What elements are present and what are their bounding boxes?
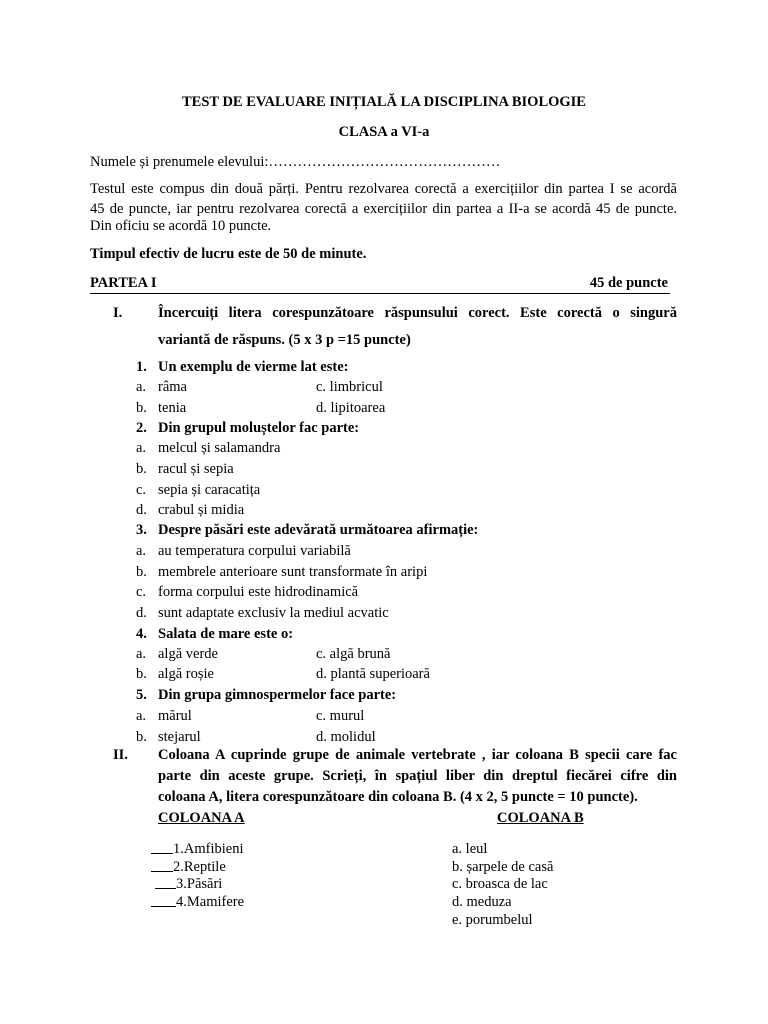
column-b-header: COLOANA B <box>497 810 584 826</box>
answer-blank[interactable] <box>151 853 173 854</box>
question-1-text: Un exemplu de vierme lat este: <box>158 359 349 375</box>
q3-option-d: sunt adaptate exclusiv la mediul acvatic <box>158 605 389 621</box>
column-b-item: a. leul <box>452 841 488 857</box>
section-2-number: II. <box>113 747 128 763</box>
q5-option-letter: b. <box>136 729 147 745</box>
q3-option-letter: d. <box>136 605 147 621</box>
q4-option-letter: b. <box>136 666 147 682</box>
question-1-number: 1. <box>136 359 147 375</box>
column-b-item: b. șarpele de casă <box>452 859 554 875</box>
column-a-label: 3.Păsări <box>176 876 223 892</box>
q1-option-a: râma <box>158 379 187 395</box>
answer-blank[interactable] <box>151 871 173 872</box>
q3-option-c: forma corpului este hidrodinamică <box>158 584 359 600</box>
section-2-instruction-line-3: coloana A, litera corespunzătoare din coloana B. (4 x 2, 5 puncte = 10 puncte). <box>158 789 638 805</box>
q3-option-letter: b. <box>136 564 147 580</box>
section-1-number: I. <box>113 305 123 321</box>
column-b-item: e. porumbelul <box>452 912 533 928</box>
part1-points: 45 de puncte <box>589 275 668 291</box>
class-subtitle: CLASA a VI-a <box>338 124 430 140</box>
page-title: TEST DE EVALUARE INIȚIALĂ LA DISCIPLINA BIOLOGIE <box>182 94 586 110</box>
column-b-item: d. meduza <box>452 894 512 910</box>
section-1-instruction-line-1: Încercuiți litera corespunzătoare răspunsului corect. Este corectă o singură <box>158 305 677 321</box>
question-2-number: 2. <box>136 420 147 436</box>
q2-option-d: crabul și midia <box>158 502 245 518</box>
q5-option-letter: a. <box>136 708 147 724</box>
intro-line-2: 45 de puncte, iar pentru rezolvarea corectă a exercițiilor din partea a II-a se acordă 45 de puncte. <box>90 201 677 217</box>
q1-option-d: d. lipitoarea <box>316 400 386 416</box>
q2-option-b: racul și sepia <box>158 461 234 477</box>
q4-option-c: c. algă brună <box>316 646 391 662</box>
q1-option-b: tenia <box>158 400 187 416</box>
column-a-label: 2.Reptile <box>173 859 226 875</box>
q5-option-d: d. molidul <box>316 729 376 745</box>
column-a-item <box>155 876 222 893</box>
q3-option-a: au temperatura corpului variabilă <box>158 543 351 559</box>
section-2-instruction-line-2: parte din aceste grupe. Scrieți, în spațiul liber din dreptul fiecărei cifre din <box>158 768 677 784</box>
q2-option-a: melcul și salamandra <box>158 440 281 456</box>
column-a-label: 1.Amfibieni <box>173 841 244 857</box>
q2-option-letter: b. <box>136 461 147 477</box>
column-b-item: c. broasca de lac <box>452 876 548 892</box>
part1-header <box>90 275 670 294</box>
column-a-item <box>151 859 226 876</box>
q3-option-b: membrele anterioare sunt transformate în aripi <box>158 564 428 580</box>
q2-option-letter: d. <box>136 502 147 518</box>
q2-option-c: sepia și caracatița <box>158 482 261 498</box>
question-3-text: Despre păsări este adevărată următoarea afirmație: <box>158 522 479 538</box>
column-a-item <box>151 894 244 911</box>
q5-option-a: mărul <box>158 708 192 724</box>
q1-option-letter: b. <box>136 400 147 416</box>
column-a-label: 4.Mamifere <box>176 894 245 910</box>
q4-option-letter: a. <box>136 646 147 662</box>
time-note: Timpul efectiv de lucru este de 50 de minute. <box>90 246 367 262</box>
question-5-number: 5. <box>136 687 147 703</box>
question-4-number: 4. <box>136 626 147 642</box>
q4-option-b: algă roșie <box>158 666 214 682</box>
student-name-line: Numele și prenumele elevului:………………………………………… <box>90 154 501 170</box>
section-2-instruction-line-1: Coloana A cuprinde grupe de animale vertebrate , iar coloana B specii care fac <box>158 747 677 763</box>
q3-option-letter: a. <box>136 543 147 559</box>
q4-option-a: algă verde <box>158 646 218 662</box>
q2-option-letter: a. <box>136 440 147 456</box>
q1-option-letter: a. <box>136 379 147 395</box>
question-5-text: Din grupa gimnospermelor face parte: <box>158 687 397 703</box>
question-2-text: Din grupul moluștelor fac parte: <box>158 420 360 436</box>
intro-line-3: Din oficiu se acordă 10 puncte. <box>90 218 272 234</box>
answer-blank[interactable] <box>155 888 176 889</box>
column-a-header: COLOANA A <box>158 810 245 826</box>
part1-label: PARTEA I <box>90 275 157 291</box>
q2-option-letter: c. <box>136 482 147 498</box>
question-4-text: Salata de mare este o: <box>158 626 294 642</box>
column-a-item <box>151 841 243 858</box>
q5-option-b: stejarul <box>158 729 201 745</box>
q5-option-c: c. murul <box>316 708 365 724</box>
intro-line-1: Testul este compus din două părți. Pentru rezolvarea corectă a exercițiilor din partea I se acordă <box>90 181 677 197</box>
q3-option-letter: c. <box>136 584 147 600</box>
q1-option-c: c. limbricul <box>316 379 383 395</box>
section-1-instruction-line-2: variantă de răspuns. (5 x 3 p =15 puncte) <box>158 332 411 348</box>
q4-option-d: d. plantă superioară <box>316 666 430 682</box>
question-3-number: 3. <box>136 522 147 538</box>
answer-blank[interactable] <box>151 906 176 907</box>
